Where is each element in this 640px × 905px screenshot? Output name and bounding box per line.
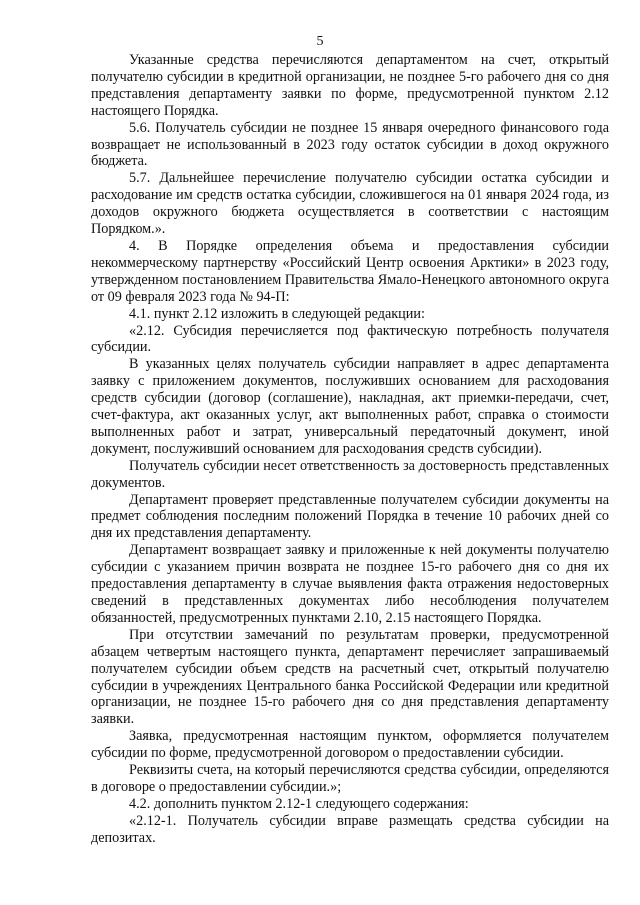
paragraph-verification: Департамент проверяет представленные получателем субсидии документы на предмет соблюдения последним положений Порядка в течение 10 рабочих дней со дня их представления департаменту. [91,491,609,542]
paragraph-2-12: «2.12. Субсидия перечисляется под фактическую потребность получателя субсидии. [91,322,609,356]
paragraph-2-12-1: «2.12-1. Получатель субсидии вправе размещать средства субсидии на депозитах. [91,812,609,846]
paragraph-4-1: 4.1. пункт 2.12 изложить в следующей редакции: [129,305,425,322]
paragraph-4-2: 4.2. дополнить пунктом 2.12-1 следующего содержания: [129,795,469,812]
paragraph-5-7: 5.7. Дальнейшее перечисление получателю субсидии остатка субсидии и расходование им средств остатка субсидии, сложившегося на 01 января 2024 года, из доходов окружного бюджета осуществляется в соответствии с настоящим Порядком.». [91,170,609,238]
document-body [91,52,609,847]
paragraph-return-application: Департамент возвращает заявку и приложенные к ней документы получателю субсидии с указанием причин возврата не позднее 15-го рабочего дня со дня их предоставления департаменту в случае выявления факта отражения недостоверных сведений в представленных документах либо несоблюдения получателем обязанностей, предусмотренных пунктами 2.10, 2.15 настоящего Порядка. [91,542,609,626]
page-number: 5 [316,34,324,49]
paragraph-application-documents: В указанных целях получатель субсидии направляет в адрес департамента заявку с приложением документов, послуживших основанием для расходования средств субсидии (договор (соглашение), накладная, акт приемки-передачи, счет, счет-фактура, акт оказанных услуг, акт выполненных работ, справка о стоимости выполненных работ и затрат, универсальный передаточный документ, иной документ, послуживший основанием для расходования средств субсидии). [91,356,609,457]
paragraph-5-6: 5.6. Получатель субсидии не позднее 15 января очередного финансового года возвращает не использованный в 2023 году остаток субсидии в доход окружного бюджета. [91,119,609,170]
paragraph-4-arctic-center: 4. В Порядке определения объема и предоставления субсидии некоммерческому партнерству «Российский Центр освоения Арктики» в 2023 году, утвержденном постановлением Правительства Ямало-Ненецкого автономного округа от 09 февраля 2023 года № 94-П: [91,237,609,305]
paragraph-transfer-terms: Указанные средства перечисляются департаментом на счет, открытый получателю субсидии в кредитной организации, не позднее 5-го рабочего дня со дня представления департаменту заявки по форме, предусмотренной пунктом 2.12 настоящего Порядка. [91,52,609,119]
paragraph-application-form: Заявка, предусмотренная настоящим пунктом, оформляется получателем субсидии по форме, предусмотренной договором о предоставлении субсидии. [91,728,609,762]
paragraph-transfer-funds: При отсутствии замечаний по результатам проверки, предусмотренной абзацем четвертым настоящего пункта, департамент перечисляет запрашиваемый получателем субсидии объем средств на расчетный счет, открытый получателю субсидии в учреждениях Центрального банка Российской Федерации или кредитной организации, не позднее 15-го рабочего дня со дня представления департаменту заявки. [91,626,609,728]
paragraph-responsibility: Получатель субсидии несет ответственность за достоверность представленных документов. [91,457,609,491]
paragraph-account-details: Реквизиты счета, на который перечисляются средства субсидии, определяются в договоре о предоставлении субсидии.»; [91,762,609,795]
